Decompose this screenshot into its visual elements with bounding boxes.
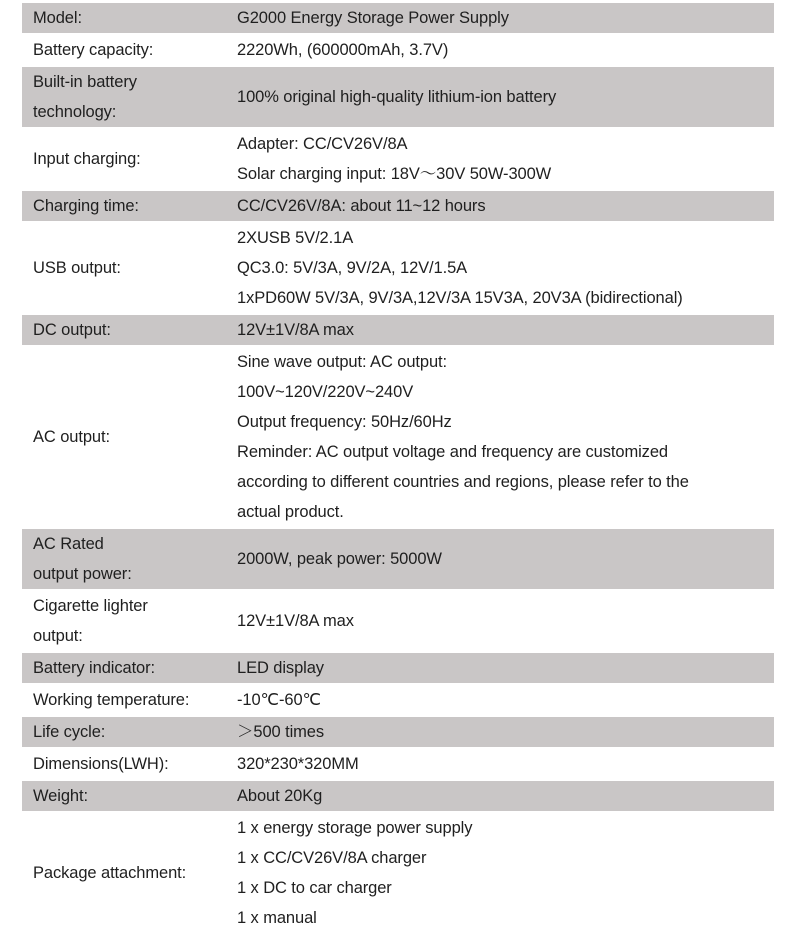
- spec-value-line: -10℃-60℃: [237, 691, 321, 709]
- spec-value: [237, 813, 774, 933]
- spec-label: [22, 781, 237, 811]
- spec-label: [22, 591, 237, 651]
- spec-label-line: AC output:: [33, 428, 110, 446]
- spec-value-line: actual product.: [237, 503, 344, 521]
- spec-value-line: Sine wave output: AC output:: [237, 353, 448, 371]
- spec-label-line: Battery indicator:: [33, 659, 156, 677]
- spec-value-line: 100% original high-quality lithium-ion battery: [237, 88, 557, 106]
- table-row: [22, 717, 774, 749]
- spec-label: [22, 422, 237, 452]
- spec-label: [22, 858, 237, 888]
- spec-label: [22, 67, 237, 127]
- spec-value-line: QC3.0: 5V/3A, 9V/2A, 12V/1.5A: [237, 259, 468, 277]
- spec-label-line: DC output:: [33, 321, 111, 339]
- spec-value: [237, 82, 774, 112]
- table-row: [22, 813, 774, 935]
- table-row: [22, 191, 774, 223]
- spec-value-line: according to different countries and regions, please refer to the: [237, 473, 689, 491]
- spec-label-line: Model:: [33, 9, 82, 27]
- spec-value-line: 1 x DC to car charger: [237, 879, 392, 897]
- table-row: [22, 35, 774, 67]
- spec-label: [22, 653, 237, 683]
- spec-label: [22, 315, 237, 345]
- table-row: [22, 3, 774, 35]
- spec-value: [237, 191, 774, 221]
- spec-value: [237, 223, 774, 313]
- spec-label-line: Package attachment:: [33, 864, 187, 882]
- spec-value: [237, 3, 774, 33]
- spec-value-line: 12V±1V/8A max: [237, 321, 354, 339]
- table-row: [22, 347, 774, 529]
- spec-label: [22, 191, 237, 221]
- table-row: [22, 653, 774, 685]
- spec-label-line: output power:: [33, 565, 132, 583]
- spec-value-line: 2XUSB 5V/2.1A: [237, 229, 354, 247]
- spec-value: [237, 129, 774, 189]
- spec-label: [22, 3, 237, 33]
- table-row: [22, 749, 774, 781]
- spec-value: [237, 315, 774, 345]
- spec-value-line: Reminder: AC output voltage and frequency are customized: [237, 443, 668, 461]
- table-row: [22, 129, 774, 191]
- spec-label-line: Life cycle:: [33, 723, 106, 741]
- spec-value-line: 1 x manual: [237, 909, 317, 927]
- spec-value: [237, 717, 774, 747]
- table-row: [22, 223, 774, 315]
- spec-value-line: 2000W, peak power: 5000W: [237, 550, 442, 568]
- spec-value-line: 100V~120V/220V~240V: [237, 383, 414, 401]
- spec-value-line: Adapter: CC/CV26V/8A: [237, 135, 408, 153]
- table-row: [22, 529, 774, 591]
- spec-value-line: ＞500 times: [237, 723, 325, 741]
- spec-label-line: Built-in battery: [33, 73, 137, 91]
- spec-value: [237, 35, 774, 65]
- spec-label: [22, 144, 237, 174]
- table-row: [22, 315, 774, 347]
- spec-label-line: Weight:: [33, 787, 88, 805]
- spec-value-line: CC/CV26V/8A: about 11~12 hours: [237, 197, 486, 215]
- spec-label-line: Cigarette lighter: [33, 597, 148, 615]
- table-row: [22, 685, 774, 717]
- spec-label-line: Input charging:: [33, 150, 141, 168]
- spec-value: [237, 781, 774, 811]
- spec-value: [237, 544, 774, 574]
- spec-value-line: 1 x CC/CV26V/8A charger: [237, 849, 427, 867]
- spec-value: [237, 606, 774, 636]
- spec-value-line: G2000 Energy Storage Power Supply: [237, 9, 509, 27]
- spec-value: [237, 749, 774, 779]
- spec-label: [22, 529, 237, 589]
- spec-value-line: 2220Wh, (600000mAh, 3.7V): [237, 41, 449, 59]
- spec-value-line: Solar charging input: 18V～30V 50W-300W: [237, 165, 552, 183]
- spec-table: [22, 3, 774, 935]
- spec-value: [237, 653, 774, 683]
- spec-label-line: AC Rated: [33, 535, 104, 553]
- spec-label-line: Working temperature:: [33, 691, 190, 709]
- spec-label: [22, 749, 237, 779]
- spec-label: [22, 717, 237, 747]
- spec-label-line: technology:: [33, 103, 117, 121]
- spec-value: [237, 347, 774, 527]
- spec-value-line: 320*230*320MM: [237, 755, 359, 773]
- spec-value-line: LED display: [237, 659, 324, 677]
- table-row: [22, 591, 774, 653]
- spec-value: [237, 685, 774, 715]
- spec-value-line: 1xPD60W 5V/3A, 9V/3A,12V/3A 15V3A, 20V3A (bidirectional): [237, 289, 683, 307]
- spec-label: [22, 685, 237, 715]
- spec-label-line: Battery capacity:: [33, 41, 154, 59]
- spec-value-line: Output frequency: 50Hz/60Hz: [237, 413, 452, 431]
- spec-label-line: Charging time:: [33, 197, 139, 215]
- spec-value-line: About 20Kg: [237, 787, 323, 805]
- spec-value-line: 12V±1V/8A max: [237, 612, 354, 630]
- spec-value-line: 1 x energy storage power supply: [237, 819, 473, 837]
- spec-label-line: output:: [33, 627, 83, 645]
- spec-label-line: USB output:: [33, 259, 121, 277]
- spec-label-line: Dimensions(LWH):: [33, 755, 169, 773]
- table-row: [22, 781, 774, 813]
- spec-label: [22, 253, 237, 283]
- table-row: [22, 67, 774, 129]
- spec-label: [22, 35, 237, 65]
